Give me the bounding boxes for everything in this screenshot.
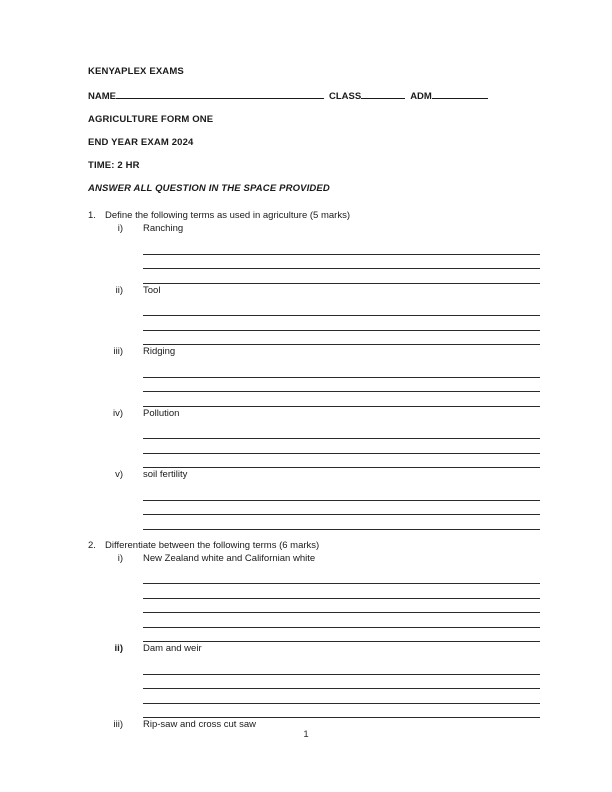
sub-question-label: Rip-saw and cross cut saw [143, 719, 256, 730]
answer-lines [143, 482, 540, 530]
answer-line[interactable] [143, 675, 540, 690]
sub-question-label: Ranching [143, 223, 184, 234]
sub-question-label: Tool [143, 284, 161, 296]
sub-question-head [105, 222, 540, 236]
answer-line[interactable] [143, 628, 540, 643]
subject-title: AGRICULTURE FORM ONE [88, 114, 214, 125]
answer-line[interactable] [143, 515, 540, 530]
question-number: 1. [88, 210, 96, 221]
time-allowed: TIME: 2 HR [88, 160, 140, 171]
adm-fill-line[interactable] [432, 89, 488, 99]
question-stem: Define the following terms as used in agriculture (5 marks) [105, 210, 350, 221]
sub-question-head [105, 407, 540, 421]
sub-question-numeral: iii) [113, 346, 123, 357]
answer-line[interactable] [143, 331, 540, 346]
answer-line[interactable] [143, 689, 540, 704]
answer-line[interactable] [143, 425, 540, 440]
exam-instruction: ANSWER ALL QUESTION IN THE SPACE PROVIDED [88, 183, 330, 194]
sub-question-numeral: iv) [112, 407, 123, 419]
answer-line[interactable] [143, 704, 540, 719]
class-label: CLASS [328, 91, 362, 102]
question-number: 2. [88, 539, 96, 551]
sub-question-numeral: ii) [115, 284, 123, 296]
sub-question-head [105, 468, 540, 482]
sub-question-head [105, 552, 540, 566]
question-head [88, 209, 540, 222]
answer-line[interactable] [143, 316, 540, 331]
answer-lines [143, 236, 540, 284]
question [88, 539, 540, 733]
answer-line[interactable] [143, 439, 540, 454]
answer-line[interactable] [143, 378, 540, 393]
sub-question-numeral: v) [115, 469, 123, 480]
sub-question [88, 407, 540, 469]
school-title: KENYAPLEX EXAMS [88, 66, 184, 77]
answer-line[interactable] [143, 240, 540, 255]
answer-line[interactable] [143, 255, 540, 270]
sub-question-label: Dam and weir [143, 643, 202, 654]
answer-line[interactable] [143, 486, 540, 501]
sub-question [88, 284, 540, 346]
name-fill-line[interactable] [116, 89, 324, 99]
sub-question-label: Ridging [143, 346, 176, 357]
sub-question-head [105, 284, 540, 298]
answer-line[interactable] [143, 584, 540, 599]
answer-line[interactable] [143, 613, 540, 628]
questions-container [88, 209, 540, 732]
answer-lines [143, 298, 540, 346]
sub-question-numeral: ii) [114, 643, 123, 654]
question-stem: Differentiate between the following terms (6 marks) [105, 539, 320, 551]
sub-question [88, 345, 540, 407]
sub-question [88, 642, 540, 718]
sub-question-numeral: i) [117, 552, 123, 564]
page-number: 1 [303, 729, 309, 740]
answer-lines [143, 359, 540, 407]
answer-lines [143, 566, 540, 643]
question-head [88, 539, 540, 552]
sub-question-label: Pollution [143, 407, 180, 419]
name-label: NAME [88, 91, 116, 102]
answer-line[interactable] [143, 599, 540, 614]
sub-question-label: New Zealand white and Californian white [143, 552, 316, 564]
class-fill-line[interactable] [361, 89, 405, 99]
sub-question [88, 552, 540, 643]
answer-line[interactable] [143, 570, 540, 585]
sub-question-label: soil fertility [143, 469, 188, 480]
answer-line[interactable] [143, 501, 540, 516]
sub-question [88, 222, 540, 284]
question [88, 209, 540, 530]
name-class-adm-row [88, 89, 540, 103]
sub-question-head [105, 642, 540, 656]
answer-line[interactable] [143, 269, 540, 284]
sub-question-numeral: i) [117, 223, 123, 234]
answer-lines [143, 656, 540, 718]
answer-line[interactable] [143, 363, 540, 378]
document-body [88, 66, 540, 732]
sub-question-head [105, 345, 540, 359]
exam-title: END YEAR EXAM 2024 [88, 137, 194, 148]
answer-line[interactable] [143, 302, 540, 317]
adm-label: ADM [410, 91, 432, 102]
sub-question-numeral: iii) [113, 719, 123, 730]
answer-line[interactable] [143, 660, 540, 675]
answer-lines [143, 421, 540, 469]
sub-question [88, 468, 540, 530]
answer-line[interactable] [143, 392, 540, 407]
answer-line[interactable] [143, 454, 540, 469]
